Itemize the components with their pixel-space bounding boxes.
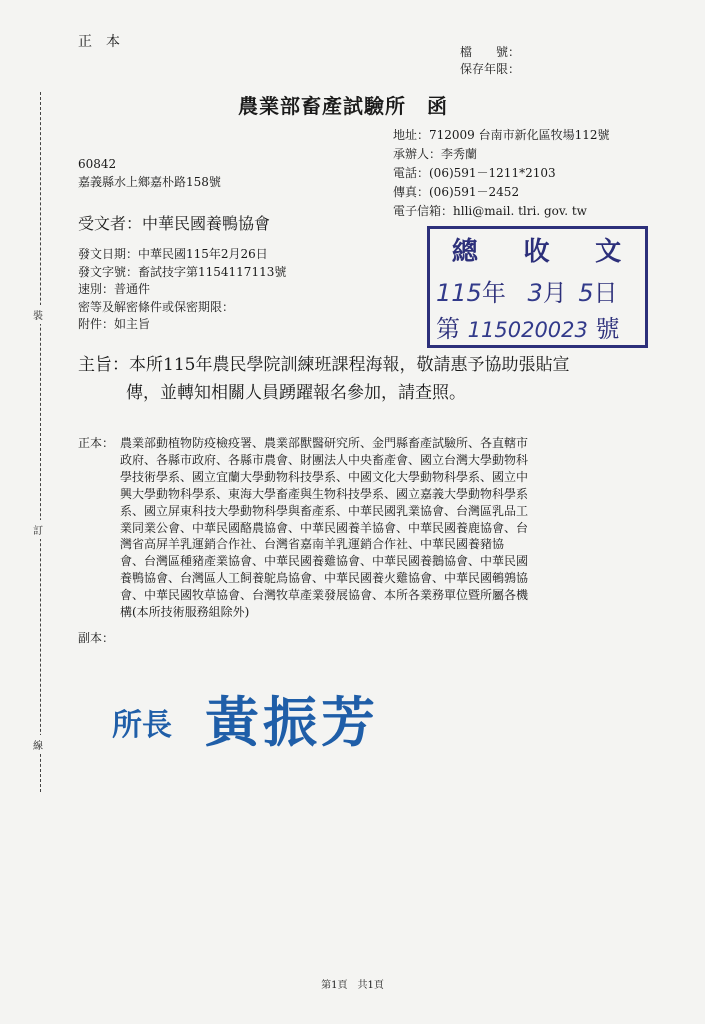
file-number-label: 檔 號：	[460, 45, 521, 59]
stamp-month: 3	[527, 279, 543, 307]
sender-address: 地址：712009 台南市新化區牧場112號	[393, 128, 610, 142]
recipient: 受文者：中華民國養鴨協會	[78, 214, 271, 233]
sender-contact: 承辦人：李秀蘭	[393, 147, 478, 161]
subject	[78, 351, 569, 407]
document-title: 農業部畜產試驗所 函	[238, 94, 448, 118]
recipient-postcode: 60842	[78, 157, 117, 171]
binding-line	[40, 92, 41, 792]
sender-phone: 電話：(06)591－1211*2103	[393, 166, 556, 180]
recipient-address: 嘉義縣水上鄉嘉朴路158號	[78, 175, 221, 189]
subject-line-1: 主旨：本所115年農民學院訓練班課程海報，敬請惠予協助張貼宣	[78, 355, 570, 375]
copy-type-label: 正 本	[78, 34, 120, 50]
distribution-line: 農業部動植物防疫檢疫署、農業部獸醫研究所、金門縣畜產試驗所、各直轄市	[120, 436, 529, 450]
stamp-year: 115	[436, 279, 482, 307]
distribution-line: 學技術學系、國立宜蘭大學動物科技學系、中國文化大學動物科學系、國立中	[120, 469, 529, 484]
sender-email: 電子信箱：hlli@mail. tlri. gov. tw	[393, 204, 587, 218]
attachment: 附件：如主旨	[78, 317, 151, 331]
retention-label: 保存年限：	[460, 62, 521, 76]
stamp-year-char: 年	[481, 279, 506, 307]
binding-char-1: 裝	[33, 305, 43, 324]
sender-fax: 傳真：(06)591－2452	[393, 185, 520, 199]
stamp-month-char: 月	[542, 279, 567, 307]
stamp-no-prefix: 第	[436, 315, 460, 343]
stamp-number	[436, 309, 620, 344]
distribution-line: 養鴨協會、台灣區人工飼養鴕鳥協會、中華民國養火雞協會、中華民國鵪鶉協	[120, 571, 529, 586]
distribution-line: 會、中華民國牧草協會、台灣牧草產業發展協會、本所各業務單位暨所屬各機	[120, 588, 529, 603]
stamp-char-1: 總	[451, 237, 480, 267]
stamp-char-2: 收	[523, 237, 552, 267]
issue-number: 發文字號：畜試技字第1154117113號	[78, 264, 287, 279]
distribution-line: 灣省高屏羊乳運銷合作社、台灣省嘉南羊乳運銷合作社、中華民國養豬協	[120, 537, 505, 552]
stamp-date	[436, 273, 618, 308]
stamp-no-value: 115020023	[467, 318, 588, 342]
cc-label: 副本：	[78, 631, 115, 645]
issue-date: 發文日期：中華民國115年2月26日	[78, 247, 268, 261]
secrecy: 密等及解密條件或保密期限：	[78, 299, 235, 314]
page-number: 第1頁 共1頁	[321, 980, 384, 991]
received-stamp	[427, 226, 648, 348]
document-meta	[78, 246, 286, 334]
distribution-line: 系、國立屏東科技大學動物科學與畜產系、中華民國乳業協會、台灣區乳品工	[120, 503, 529, 518]
distribution-line: 業同業公會、中華民國酪農協會、中華民國養羊協會、中華民國養鹿協會、台	[120, 520, 529, 535]
distribution-line: 會、台灣區種豬產業協會、中華民國養雞協會、中華民國養鵝協會、中華民國	[120, 554, 529, 569]
binding-char-2: 訂	[33, 520, 43, 539]
distribution-line: 構(本所技術服務組除外)	[120, 605, 250, 620]
speed: 速別：普通件	[78, 282, 151, 296]
distribution-list	[120, 435, 625, 621]
binding-char-3: 線	[33, 735, 43, 754]
sender-info	[393, 126, 610, 221]
stamp-day-char: 日	[593, 279, 618, 307]
distribution-label: 正本：	[78, 436, 115, 450]
signature-title: 所長	[112, 708, 172, 743]
distribution-line: 興大學動物科學系、東海大學畜產與生物科技學系、國立嘉義大學動物科學系	[120, 486, 529, 501]
stamp-char-3: 文	[595, 237, 624, 267]
subject-line-2: 傳，並轉知相關人員踴躍報名參加，請查照。	[126, 383, 466, 403]
distribution-line: 政府、各縣市政府、各縣市農會、財團法人中央畜產會、國立台灣大學動物科	[120, 452, 529, 467]
stamp-day: 5	[578, 279, 594, 307]
stamp-no-suffix: 號	[595, 315, 620, 343]
signature-name: 黃振芳	[205, 690, 379, 754]
